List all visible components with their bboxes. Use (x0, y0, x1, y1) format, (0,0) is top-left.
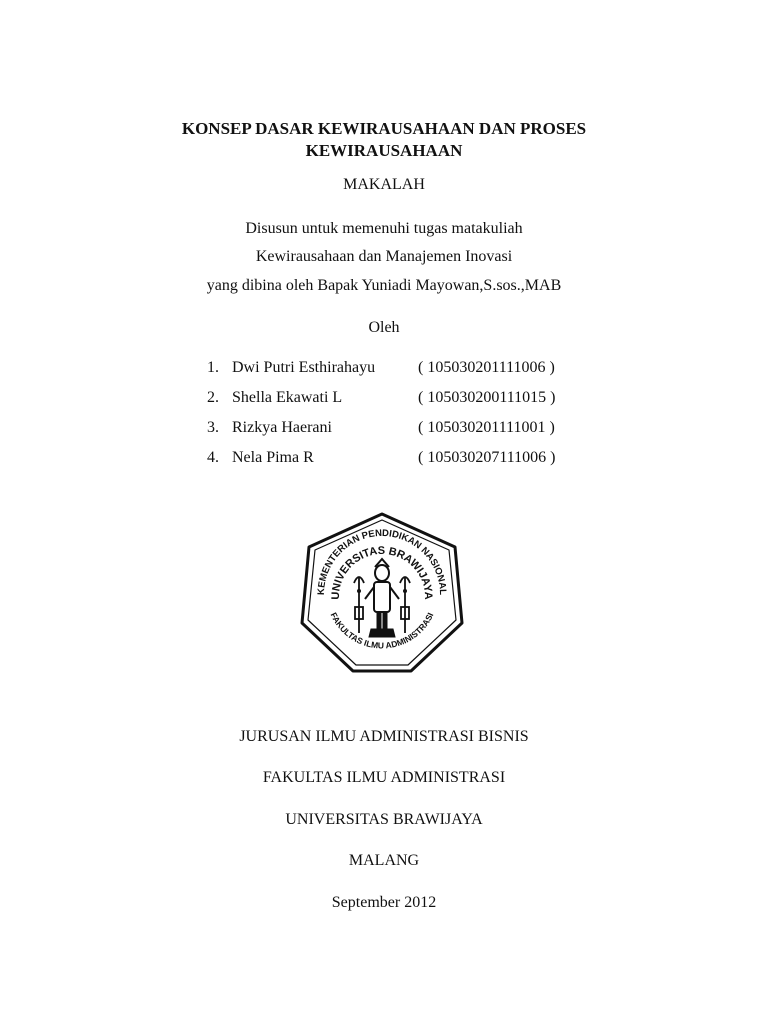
university-seal-icon (299, 511, 465, 677)
city-name: MALANG (348, 852, 420, 869)
member-list (207, 358, 607, 478)
title-line-1: KONSEP DASAR KEWIRAUSAHAAN DAN PROSES (181, 119, 587, 138)
member-number: 4. (207, 449, 219, 466)
member-row (207, 448, 607, 478)
faculty-name: FAKULTAS ILMU ADMINISTRASI (262, 769, 506, 786)
document-type: MAKALAH (343, 176, 425, 193)
svg-text:UNIVERSITAS BRAWIJAYA: UNIVERSITAS BRAWIJAYA (329, 544, 435, 600)
member-name: Nela Pima R (232, 449, 314, 466)
member-name: Rizkya Haerani (232, 419, 332, 436)
member-number: 1. (207, 359, 219, 376)
by-label: Oleh (368, 319, 400, 336)
svg-text:FAKULTAS ILMU ADMINISTRASI: FAKULTAS ILMU ADMINISTRASI (328, 610, 436, 651)
university-seal (299, 511, 465, 677)
document-date: September 2012 (331, 894, 437, 911)
member-number: 3. (207, 419, 219, 436)
purpose-line-2: Kewirausahaan dan Manajemen Inovasi (255, 248, 513, 265)
svg-text:KEMENTERIAN PENDIDIKAN NASIONA: KEMENTERIAN PENDIDIKAN NASIONAL (315, 527, 449, 596)
purpose-line-1: Disusun untuk memenuhi tugas matakuliah (245, 220, 523, 237)
member-nim: ( 105030201111006 ) (418, 359, 555, 376)
member-nim: ( 105030201111001 ) (418, 419, 555, 436)
member-name: Shella Ekawati L (232, 389, 343, 406)
purpose-line-3: yang dibina oleh Bapak Yuniadi Mayowan,S.sos.,MAB (206, 277, 562, 294)
member-row (207, 358, 607, 388)
member-number: 2. (207, 389, 219, 406)
university-name: UNIVERSITAS BRAWIJAYA (285, 811, 483, 828)
title-line-2: KEWIRAUSAHAAN (305, 141, 463, 160)
member-nim: ( 105030200111015 ) (418, 389, 556, 406)
member-row (207, 418, 607, 448)
member-row (207, 388, 607, 418)
department-name: JURUSAN ILMU ADMINISTRASI BISNIS (239, 728, 529, 745)
member-nim: ( 105030207111006 ) (418, 449, 556, 466)
member-name: Dwi Putri Esthirahayu (232, 359, 376, 376)
